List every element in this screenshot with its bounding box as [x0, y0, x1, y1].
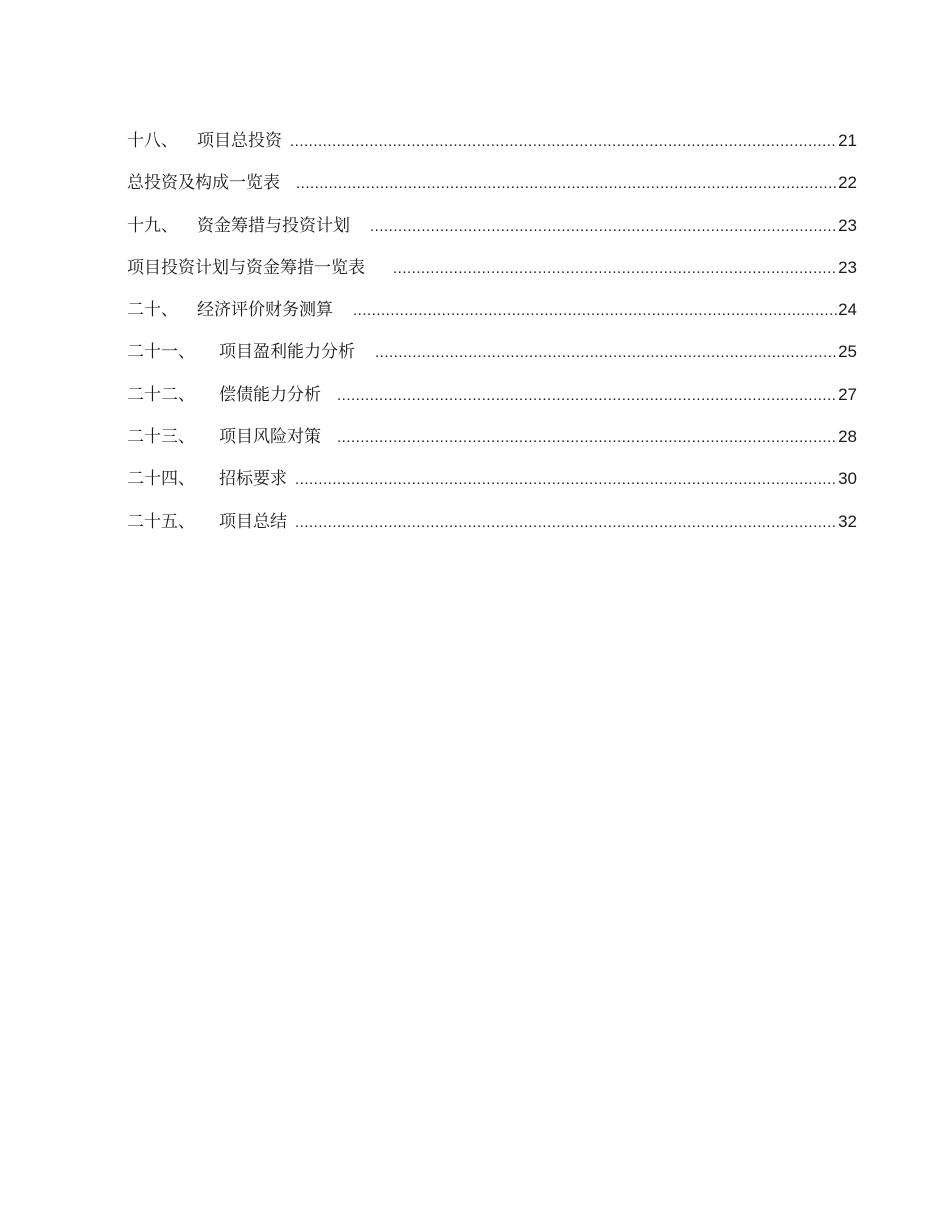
table-of-contents [127, 127, 857, 550]
toc-entry-number: 二十三、 [127, 427, 195, 448]
toc-entry-title: 偿债能力分析 [219, 384, 321, 405]
toc-entry-number: 十八、 [127, 131, 178, 151]
toc-entry[interactable] [127, 423, 857, 465]
toc-entry-number: 二十一、 [127, 342, 195, 363]
toc-entry[interactable] [127, 338, 857, 380]
toc-entry-page: 27 [838, 384, 857, 404]
toc-entry-title: 资金筹措与投资计划 [197, 215, 350, 236]
toc-dot-leader [353, 297, 837, 325]
toc-entry-title: 项目盈利能力分析 [219, 342, 355, 363]
toc-entry-title: 总投资及构成一览表 [127, 173, 280, 194]
toc-entry[interactable] [127, 381, 857, 423]
toc-entry-title: 项目风险对策 [219, 427, 321, 448]
toc-entry-page: 22 [838, 173, 857, 193]
toc-entry-page: 24 [838, 300, 857, 320]
toc-entry-number: 二十五、 [127, 511, 195, 532]
toc-dot-leader [295, 509, 837, 537]
toc-dot-leader [370, 213, 837, 241]
toc-entry[interactable] [127, 296, 857, 338]
toc-entry-number: 二十、 [127, 300, 178, 321]
toc-entry-page: 30 [838, 469, 857, 489]
toc-entry-title: 招标要求 [219, 469, 287, 490]
toc-entry-title: 项目投资计划与资金筹措一览表 [127, 257, 365, 278]
toc-entry-page: 23 [838, 257, 857, 277]
toc-entry[interactable] [127, 127, 857, 169]
toc-entry-page: 28 [838, 427, 857, 447]
toc-dot-leader [295, 466, 837, 494]
toc-dot-leader [393, 255, 837, 283]
toc-entry-title: 项目总投资 [197, 131, 282, 151]
toc-entry[interactable] [127, 254, 857, 296]
toc-entry-page: 32 [838, 511, 857, 531]
toc-entry-title: 项目总结 [219, 511, 287, 532]
toc-entry[interactable] [127, 212, 857, 254]
toc-entry-number: 二十四、 [127, 469, 195, 490]
toc-entry[interactable] [127, 169, 857, 211]
toc-dot-leader [290, 128, 837, 156]
toc-entry[interactable] [127, 465, 857, 507]
toc-dot-leader [375, 339, 837, 367]
toc-entry-title: 经济评价财务测算 [197, 300, 333, 321]
toc-entry-page: 23 [838, 215, 857, 235]
toc-entry-number: 十九、 [127, 215, 178, 236]
toc-dot-leader [337, 382, 837, 410]
toc-entry-number: 二十二、 [127, 384, 195, 405]
toc-dot-leader [337, 424, 837, 452]
toc-entry-page: 25 [838, 342, 857, 362]
toc-entry-page: 21 [838, 131, 857, 150]
toc-entry[interactable] [127, 508, 857, 550]
toc-dot-leader [296, 170, 837, 198]
